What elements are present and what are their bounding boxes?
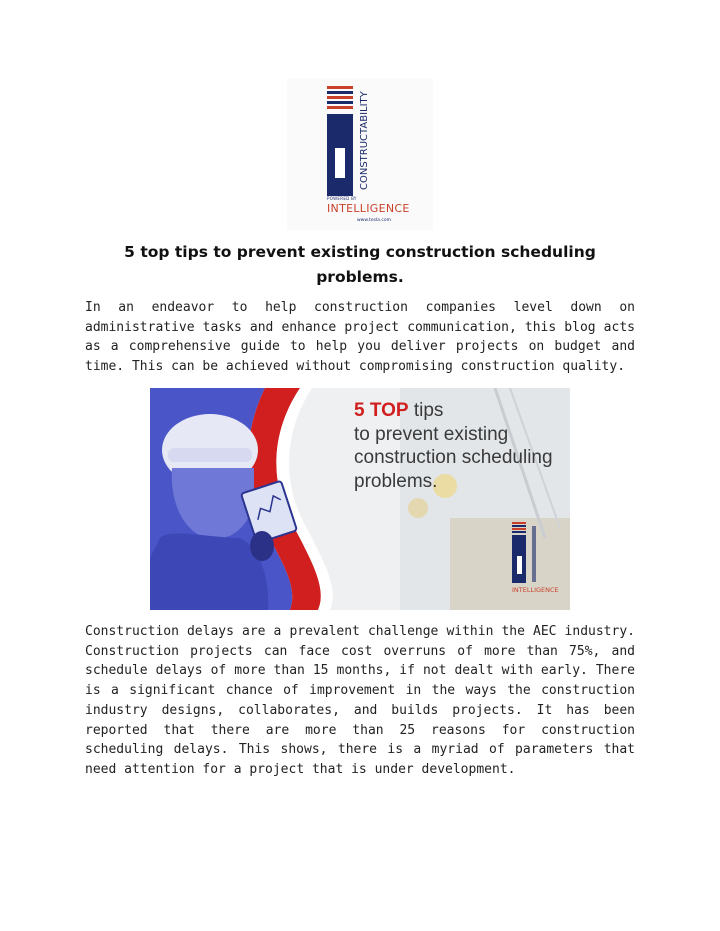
- page-title: [85, 240, 635, 290]
- company-logo: [287, 78, 433, 230]
- constructability-logo-mark: [327, 86, 409, 198]
- title-line-1: 5 top tips to prevent existing construction scheduling: [124, 243, 596, 261]
- intro-paragraph: In an endeavor to help construction companies level down on administrative tasks and enhance project communication, this blog acts as a comprehensive guide to help you deliver projects on budget and time. This can be achieved without compromising construction quality.: [85, 300, 635, 375]
- banner-headline: [354, 399, 553, 493]
- banner-lead-number: 5 TOP: [354, 400, 409, 421]
- banner-line-1: [354, 399, 553, 423]
- logo-brand: INTELLIGENCE: [327, 202, 410, 215]
- banner-logo-brand: INTELLIGENCE: [512, 586, 559, 594]
- banner-line-2: to prevent existing: [354, 423, 509, 445]
- banner-line-4: problems.: [354, 470, 438, 492]
- banner-line-3: construction scheduling: [354, 447, 553, 468]
- banner-logo-mark: [512, 522, 564, 586]
- logo-url: www.tesla.com: [357, 218, 391, 223]
- logo-small-label: POWERED BY: [327, 196, 357, 201]
- banner-image: [150, 388, 570, 610]
- banner-logo: [512, 522, 564, 602]
- body-paragraph: Construction delays are a prevalent challenge within the AEC industry. Construction projects can face cost overruns of more than 75%, and schedule delays of more than 15 months, if not dealt with early. There is a significant chance of improvement in the ways the construction industry designs, collaborates, and builds projects. It has been reported that there are more than 25 reasons for construction scheduling delays. This shows, there is a myriad of parameters that need attention for a project that is under development.: [85, 624, 635, 777]
- title-line-2: problems.: [316, 268, 404, 286]
- banner-lead-rest: tips: [408, 400, 444, 421]
- logo-vertical-word: CONSTRUCTABILITY: [359, 91, 370, 190]
